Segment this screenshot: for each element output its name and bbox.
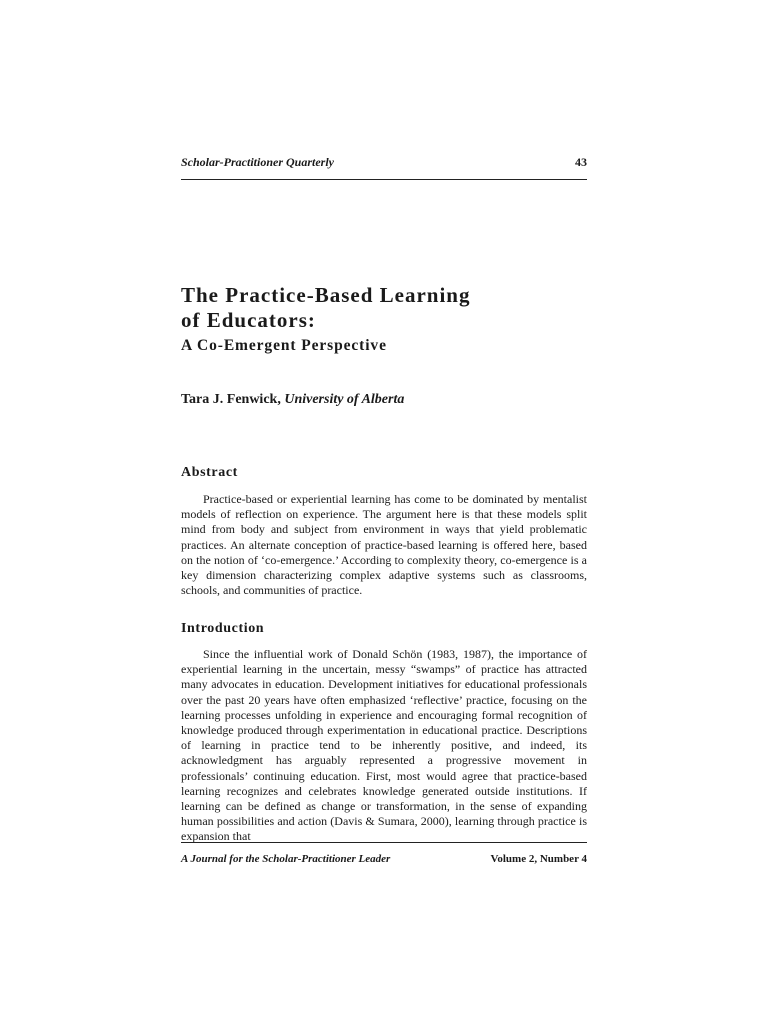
running-footer [181,853,587,865]
article-title-line-1: The Practice-Based Learning [181,283,471,307]
article-title-line-2: of Educators: [181,308,316,332]
abstract-paragraph: Practice-based or experiential learning has come to be dominated by mentalist models of reflection on experience. The argument here is that these models split mind from body and subject from environment in ways that yield problematic practices. An alternate conception of practice-based learning is offered here, based on the notion of ‘co-emergence.’ According to complexity theory, co-emergence is a key dimension characterizing complex adaptive systems such as classrooms, schools, and communities of practice. [181,492,587,598]
author-name: Tara J. Fenwick, [181,392,281,407]
running-header [181,155,587,170]
article-subtitle: A Co-Emergent Perspective [181,337,387,354]
footer-journal-tagline: A Journal for the Scholar-Practitioner Leader [181,853,391,865]
abstract-heading: Abstract [181,465,238,480]
introduction-paragraph: Since the influential work of Donald Schön (1983, 1987), the importance of experiential learning in the uncertain, messy “swamps” of practice has attracted many advocates in education. Development initiatives for educational professionals over the past 20 years have often emphasized ‘reflective’ practice, focusing on the learning processes unfolding in experience and encouraging formal recognition of knowledge produced through experimentation in educational practice. Descriptions of learning in practice tend to be inherently positive, and indeed, its acknowledgment has arguably represented a progressive movement in professionals’ continuing education. First, most would agree that practice-based learning recognizes and celebrates knowledge generated outside institutions. If learning can be defined as change or transformation, in the sense of expanding human possibilities and action (Davis & Sumara, 2000), learning through practice is expansion that [181,647,587,844]
author-line [181,392,404,408]
footer-volume: Volume 2, Number 4 [490,853,587,865]
journal-name: Scholar-Practitioner Quarterly [181,155,335,169]
article-title-block [181,283,587,356]
introduction-heading: Introduction [181,621,265,636]
footer-rule [181,842,587,843]
page-number: 43 [575,155,587,169]
header-rule [181,179,587,180]
author-affiliation: University of Alberta [284,392,405,407]
